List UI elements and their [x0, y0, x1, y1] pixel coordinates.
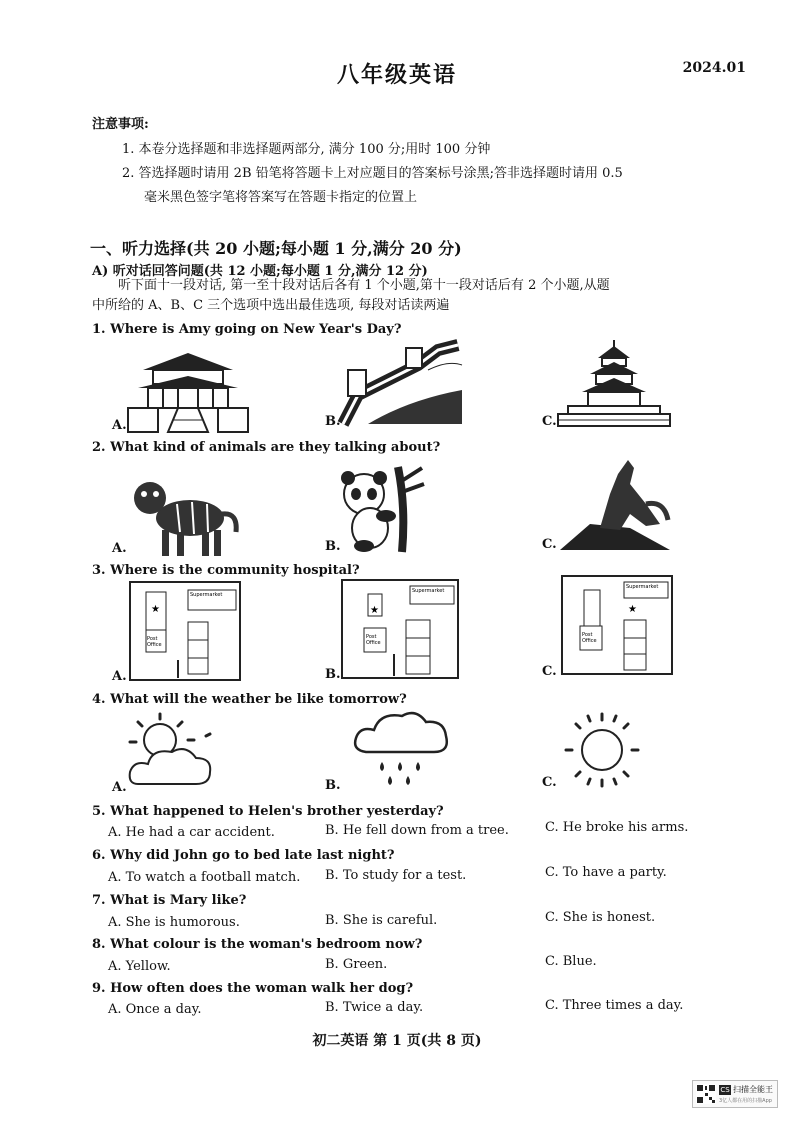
option-label: A.	[112, 669, 127, 684]
scanner-logo: CS	[720, 1086, 730, 1094]
section-heading: 一、听力选择(共 20 小题;每小题 1 分,满分 20 分)	[90, 239, 462, 258]
map-label-post: Post	[582, 632, 593, 638]
option-a: A. He had a car accident.	[108, 825, 275, 840]
notes-heading: 注意事项:	[92, 117, 149, 132]
hospital-star: ★	[151, 604, 160, 615]
great-wall-icon	[338, 340, 462, 424]
map-c-icon	[562, 576, 672, 674]
option-a: A. Once a day.	[108, 1002, 202, 1017]
sunny-icon	[562, 708, 642, 792]
instruction-line-1: 听下面十一段对话, 第一至十段对话后各有 1 个小题,第十一段对话后有 2 个小题,从题	[118, 278, 610, 293]
option-label: B.	[325, 414, 341, 429]
instruction-line-2: 中所给的 A、B、C 三个选项中选出最佳选项, 每段对话读两遍	[92, 298, 450, 313]
map-label-office: Office	[147, 642, 162, 648]
question-5: 5. What happened to Helen's brother yesterday?	[92, 804, 444, 819]
temple-of-heaven-icon	[558, 340, 670, 428]
question-1: 1. Where is Amy going on New Year's Day?	[92, 322, 402, 337]
option-label: B.	[325, 667, 341, 682]
option-b: B. She is careful.	[325, 913, 438, 928]
option-label: A.	[112, 541, 127, 556]
option-c: C. She is honest.	[545, 910, 656, 925]
question-4: 4. What will the weather be like tomorrow?	[92, 692, 407, 707]
map-label-office: Office	[582, 638, 597, 644]
option-label: C.	[542, 775, 557, 790]
option-c: C. Blue.	[545, 954, 597, 969]
question-2: 2. What kind of animals are they talking about?	[92, 440, 441, 455]
panda-icon	[340, 462, 432, 554]
hospital-star: ★	[370, 605, 379, 616]
option-label: A.	[112, 780, 127, 795]
option-a: A. To watch a football match.	[108, 870, 301, 885]
tiger-icon	[132, 472, 238, 556]
notes-item-1: 1. 本卷分选择题和非选择题两部分, 满分 100 分;用时 100 分钟	[122, 142, 491, 157]
option-label: A.	[112, 418, 127, 433]
option-a: A. Yellow.	[108, 959, 171, 974]
map-label-post: Post	[147, 636, 158, 642]
option-label: C.	[542, 664, 557, 679]
option-c: C. He broke his arms.	[545, 820, 689, 835]
page-title: 八年级英语	[336, 62, 457, 88]
hospital-star: ★	[628, 604, 637, 615]
map-b-icon	[342, 580, 458, 678]
map-a-icon	[130, 582, 240, 680]
option-b: B. Green.	[325, 957, 388, 972]
question-8: 8. What colour is the woman's bedroom now?	[92, 937, 423, 952]
scanner-tagline: 3亿人都在用的扫描App	[719, 1098, 772, 1104]
cloudy-sun-icon	[126, 712, 216, 792]
map-label-supermarket: Supermarket	[412, 588, 445, 594]
map-label-post: Post	[366, 634, 377, 640]
exam-date: 2024.01	[682, 60, 746, 76]
option-b: B. Twice a day.	[325, 1000, 424, 1015]
option-label: C.	[542, 414, 557, 429]
option-c: C. Three times a day.	[545, 998, 684, 1013]
question-7: 7. What is Mary like?	[92, 893, 247, 908]
question-9: 9. How often does the woman walk her dog?	[92, 981, 414, 996]
notes-item-2-cont: 毫米黑色签字笔将答案写在答题卡指定的位置上	[144, 190, 418, 205]
option-label: C.	[542, 537, 557, 552]
option-b: B. To study for a test.	[325, 868, 467, 883]
map-label-supermarket: Supermarket	[626, 584, 659, 590]
wolf-icon	[560, 454, 670, 550]
option-label: B.	[325, 778, 341, 793]
palace-icon	[128, 348, 248, 432]
question-3: 3. Where is the community hospital?	[92, 563, 360, 578]
option-label: B.	[325, 539, 341, 554]
map-label-office: Office	[366, 640, 381, 646]
rain-icon	[352, 708, 452, 792]
scanner-watermark	[692, 1080, 778, 1108]
question-6: 6. Why did John go to bed late last night?	[92, 848, 395, 863]
option-b: B. He fell down from a tree.	[325, 823, 509, 838]
option-a: A. She is humorous.	[108, 915, 240, 930]
notes-item-2: 2. 答选择题时请用 2B 铅笔将答题卡上对应题目的答案标号涂黑;答非选择题时请用 0.5	[122, 166, 623, 181]
option-c: C. To have a party.	[545, 865, 667, 880]
qr-code-icon	[696, 1084, 716, 1104]
page-footer: 初二英语 第 1 页(共 8 页)	[312, 1033, 482, 1049]
map-label-supermarket: Supermarket	[190, 592, 223, 598]
part-a-heading: A) 听对话回答问题(共 12 小题;每小题 1 分,满分 12 分)	[92, 264, 428, 279]
scanner-brand: 扫描全能王	[733, 1085, 773, 1094]
